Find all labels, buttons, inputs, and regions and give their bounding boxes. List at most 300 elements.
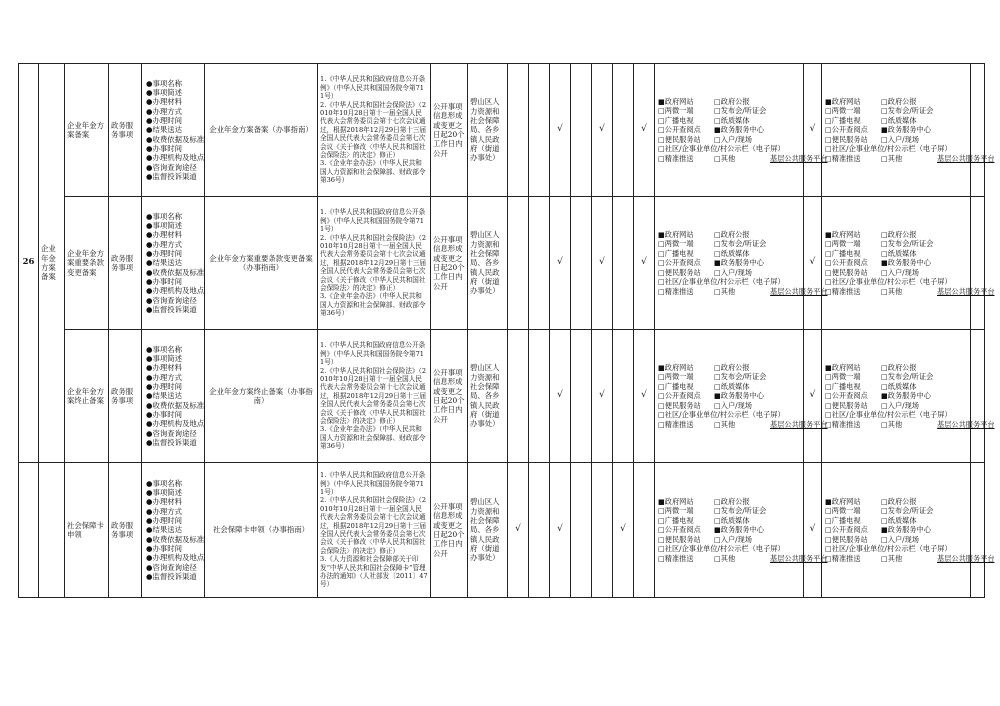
channel-option: □精准推送: [658, 286, 694, 296]
element-item: ●咨询查询途径: [146, 428, 197, 438]
disclosure-time-text: 公开事项信息形成或变更之日起20个工作日内公开: [433, 235, 465, 291]
channel-option: □公开查阅点: [658, 258, 701, 268]
scope-mark: [529, 463, 550, 598]
publish-channels-left: [655, 197, 828, 330]
channel-line: [658, 544, 801, 553]
disclosure-basis: [318, 197, 431, 330]
channel-line: [658, 135, 801, 144]
disclosure-time: [431, 463, 468, 598]
channel-option: □两微一端: [825, 372, 861, 382]
channel-option: ■政府网站: [825, 230, 861, 240]
scope-mark: [508, 64, 529, 197]
scope-mark: [634, 330, 655, 463]
remark: [971, 463, 985, 598]
element-item: ●监督投诉渠道: [146, 304, 197, 314]
channel-option: □入户/现场: [714, 134, 752, 144]
channel-option: □纸质媒体: [714, 381, 750, 391]
level2-item: [65, 197, 109, 330]
channel-line: [658, 286, 828, 296]
channel-option: □社区/企事业单位/村公示栏（电子屏）: [658, 544, 785, 554]
element-item: ●办理时间: [146, 516, 183, 526]
level1-item: [39, 64, 65, 463]
check-mark: √: [641, 257, 647, 268]
level2-item-text: 企业年金方案终止备案: [67, 386, 104, 405]
channel-option: □两微一端: [825, 506, 861, 516]
channel-option: □社区/企事业单位/村公示栏（电子屏）: [825, 410, 952, 420]
channel-option: ■政务服务中心: [881, 125, 931, 135]
channel-option: □两微一端: [658, 106, 694, 116]
channel-line: [825, 419, 995, 429]
channel-option: □纸质媒体: [881, 115, 917, 125]
channel-line: [825, 230, 968, 239]
element-item: ●收费依据及标准: [146, 267, 205, 277]
channel-option: ■政务服务中心: [714, 525, 764, 535]
element-item: ●事项名称: [146, 344, 183, 354]
channel-option: □精准推送: [658, 153, 694, 163]
check-mark: √: [557, 524, 563, 535]
check-mark: √: [641, 390, 647, 401]
channel-link: 基层公共服务平台: [937, 553, 995, 563]
channel-line: [825, 277, 968, 286]
disclosure-department: [468, 330, 508, 463]
channel-line: [825, 286, 995, 296]
channel-option: ■政务服务中心: [714, 258, 764, 268]
channel-line: [658, 144, 801, 153]
publish-channels-right: [822, 330, 995, 463]
disclosure-content: [205, 463, 318, 598]
channel-option: □广播电视: [658, 248, 694, 258]
remark: [971, 64, 985, 197]
publish-channels-right: [822, 463, 995, 598]
disclosure-basis: [318, 463, 431, 598]
channel-option: □其他: [714, 419, 736, 429]
check-mark: √: [515, 524, 521, 535]
channel-option: □广播电视: [825, 515, 861, 525]
channel-option: □精准推送: [825, 286, 861, 296]
basis-item: 2.《中华人民共和国社会保险法》（2010年10月28日第十一届全国人民代表大会常务委员会第十七次会议通过，根据2018年12月29日第十三届全国人民代表大会常务委员会第七次会议《关于修改〈中华人民共和国社会保险法〉的决定》修正）: [320, 100, 427, 160]
element-item: ●咨询查询途径: [146, 295, 197, 305]
element-item: ●办理材料: [146, 230, 183, 240]
basis-item: 2.《中华人民共和国社会保险法》（2010年10月28日第十一届全国人民代表大会常务委员会第十七次会议通过，根据2018年12月29日第十三届全国人民代表大会常务委员会第七次会议《关于修改〈中华人民共和国社会保险法〉的决定》修正）: [320, 366, 427, 426]
channel-line: [658, 268, 801, 277]
channel-option: □社区/企事业单位/村公示栏（电子屏）: [825, 544, 952, 554]
channel-line: [658, 525, 801, 534]
element-item: ●办理机构及地点: [146, 286, 205, 296]
channel-option: □入户/现场: [881, 267, 919, 277]
channel-option: □入户/现场: [881, 534, 919, 544]
channel-link: 基层公共服务平台: [770, 286, 828, 296]
element-item: ●监督投诉渠道: [146, 437, 197, 447]
channel-option: □发布会/听证会: [881, 239, 934, 249]
disclosure-content: [205, 197, 318, 330]
basis-item: 3.《企业年金办法》（中华人民共和国人力资源和社会保障部、财政部令第36号）: [320, 159, 426, 185]
scope-mark: [634, 64, 655, 197]
channel-option: □公开查阅点: [658, 125, 701, 135]
channel-line: [825, 106, 968, 115]
publish-channels-left: [655, 64, 828, 197]
channel-option: □便民服务站: [825, 534, 868, 544]
channel-option: □政府公报: [714, 497, 750, 507]
table-row: [19, 197, 985, 330]
channel-line: [658, 401, 801, 410]
channel-option: □入户/现场: [714, 534, 752, 544]
element-item: ●收费依据及标准: [146, 400, 205, 410]
channel-line: [658, 277, 801, 286]
element-item: ●收费依据及标准: [146, 134, 205, 144]
element-item: ●收费依据及标准: [146, 534, 205, 544]
channel-option: □入户/现场: [714, 267, 752, 277]
disclosure-department-text: 碧山区人力资源和社会保障局、各乡镇人民政府（街道办事处）: [470, 230, 500, 296]
check-mark: √: [809, 124, 816, 135]
channel-line: [825, 239, 968, 248]
channel-option: □精准推送: [825, 553, 861, 563]
disclosure-elements: [142, 197, 205, 330]
scope-mark: [571, 64, 592, 197]
disclosure-time: [431, 330, 468, 463]
disclosure-time-text: 公开事项信息形成或变更之日起20个工作日内公开: [433, 502, 465, 558]
item-type-text: 政务服务事项: [111, 120, 134, 139]
element-item: ●结果送达: [146, 125, 183, 135]
item-number-text: 26: [22, 257, 35, 268]
channel-line: [658, 506, 801, 515]
channel-option: □公开查阅点: [658, 525, 701, 535]
element-item: ●事项简述: [146, 488, 183, 498]
scope-mark: [613, 64, 634, 197]
channel-line: [825, 516, 968, 525]
channel-line: [825, 410, 968, 419]
channel-option: □纸质媒体: [714, 248, 750, 258]
channel-line: [658, 410, 801, 419]
disclosure-elements: [142, 64, 205, 197]
element-item: ●办理方式: [146, 239, 183, 249]
channel-option: □政府公报: [714, 97, 750, 107]
channel-line: [825, 97, 968, 106]
mid-mark: [804, 64, 822, 197]
channel-option: ■政务服务中心: [714, 125, 764, 135]
publish-channels-left: [655, 330, 828, 463]
table-row: [19, 64, 985, 197]
channel-option: □其他: [714, 553, 736, 563]
check-mark: √: [641, 124, 647, 135]
element-item: ●办理材料: [146, 497, 183, 507]
channel-option: □入户/现场: [881, 134, 919, 144]
level1-item: [39, 463, 65, 598]
scope-mark: [529, 330, 550, 463]
element-item: ●办理方式: [146, 372, 183, 382]
check-mark: √: [809, 257, 816, 268]
basis-item: 1.《中华人民共和国政府信息公开条例》（中华人民共和国国务院令第711号）: [320, 75, 426, 101]
element-item: ●事项简述: [146, 88, 183, 98]
channel-option: □社区/企事业单位/村公示栏（电子屏）: [658, 277, 785, 287]
disclosure-content-text: 企业年金方案备案（办事指南）: [209, 125, 313, 135]
channel-option: □广播电视: [825, 381, 861, 391]
channel-line: [658, 497, 801, 506]
channel-option: □发布会/听证会: [881, 372, 934, 382]
channel-option: □其他: [881, 286, 903, 296]
channel-option: □便民服务站: [825, 134, 868, 144]
scope-mark: [592, 330, 613, 463]
channel-line: [825, 506, 968, 515]
scope-mark: [508, 197, 529, 330]
channel-option: □纸质媒体: [714, 115, 750, 125]
item-type: [109, 64, 142, 197]
channel-line: [658, 153, 828, 163]
channel-line: [658, 372, 801, 381]
basis-item: 1.《中华人民共和国政府信息公开条例》（中华人民共和国国务院令第711号）: [320, 341, 426, 367]
scope-mark: [550, 463, 571, 598]
level2-item: [65, 64, 109, 197]
remark: [971, 330, 985, 463]
basis-item: 2.《中华人民共和国社会保险法》（2010年10月28日第十一届全国人民代表大会常务委员会第十七次会议通过，根据2018年12月29日第十三届全国人民代表大会常务委员会第七次会议《关于修改〈中华人民共和国社会保险法〉的决定》修正）: [320, 496, 427, 555]
remark: [971, 197, 985, 330]
channel-option: ■政务服务中心: [881, 525, 931, 535]
channel-line: [658, 516, 801, 525]
level2-item: [65, 330, 109, 463]
channel-line: [825, 116, 968, 125]
check-mark: √: [599, 257, 605, 268]
channel-line: [825, 153, 995, 163]
basis-item: 3.《企业年金办法》（中华人民共和国人力资源和社会保障部、财政部令第36号）: [320, 425, 426, 451]
channel-option: □广播电视: [825, 115, 861, 125]
channel-option: □入户/现场: [714, 400, 752, 410]
channel-line: [825, 391, 968, 400]
check-mark: √: [557, 390, 563, 401]
item-type-text: 政务服务事项: [111, 520, 134, 539]
scope-mark: [634, 463, 655, 598]
disclosure-department: [468, 463, 508, 598]
mid-mark: [804, 330, 822, 463]
disclosure-department-text: 碧山区人力资源和社会保障局、各乡镇人民政府（街道办事处）: [470, 363, 500, 429]
channel-option: ■政务服务中心: [881, 391, 931, 401]
channel-option: □政府公报: [714, 363, 750, 373]
channel-line: [825, 401, 968, 410]
element-item: ●事项名称: [146, 211, 183, 221]
mid-mark: [804, 197, 822, 330]
channel-line: [825, 363, 968, 372]
element-item: ●办理机构及地点: [146, 419, 205, 429]
disclosure-content-text: 企业年金方案重要条款变更备案（办事指南）: [209, 253, 313, 272]
channel-option: □社区/企事业单位/村公示栏（电子屏）: [825, 144, 952, 154]
channel-line: [658, 363, 801, 372]
disclosure-content-text: 企业年金方案终止备案（办事指南）: [209, 386, 313, 405]
element-item: ●办理机构及地点: [146, 553, 205, 563]
channel-link: 基层公共服务平台: [770, 153, 828, 163]
channel-option: □社区/企事业单位/村公示栏（电子屏）: [825, 277, 952, 287]
channel-line: [825, 268, 968, 277]
channel-option: □便民服务站: [658, 400, 701, 410]
disclosure-table: [18, 63, 995, 598]
element-item: ●事项简述: [146, 221, 183, 231]
channel-option: □政府公报: [881, 497, 917, 507]
channel-line: [658, 391, 801, 400]
channel-line: [825, 553, 995, 563]
channel-line: [825, 249, 968, 258]
channel-option: □便民服务站: [825, 400, 868, 410]
channel-option: □公开查阅点: [825, 391, 868, 401]
scope-mark: [571, 330, 592, 463]
element-item: ●办理机构及地点: [146, 153, 205, 163]
scope-mark: [571, 463, 592, 598]
element-item: ●办事时间: [146, 409, 183, 419]
element-item: ●事项名称: [146, 478, 183, 488]
channel-option: ■政府网站: [658, 97, 694, 107]
basis-item: 2.《中华人民共和国社会保险法》（2010年10月28日第十一届全国人民代表大会常务委员会第十七次会议通过，根据2018年12月29日第十三届全国人民代表大会常务委员会第七次会议《关于修改〈中华人民共和国社会保险法〉的决定》修正）: [320, 233, 427, 293]
element-item: ●咨询查询途径: [146, 562, 197, 572]
channel-option: □社区/企事业单位/村公示栏（电子屏）: [658, 144, 785, 154]
disclosure-time-text: 公开事项信息形成或变更之日起20个工作日内公开: [433, 368, 465, 424]
channel-option: □广播电视: [825, 248, 861, 258]
channel-option: □其他: [881, 419, 903, 429]
channel-line: [658, 419, 828, 429]
disclosure-department: [468, 197, 508, 330]
channel-link: 基层公共服务平台: [937, 153, 995, 163]
channel-option: □发布会/听证会: [714, 239, 767, 249]
disclosure-elements: [142, 330, 205, 463]
element-item: ●办理时间: [146, 116, 183, 126]
channel-line: [658, 258, 801, 267]
publish-channels-right: [822, 64, 995, 197]
channel-option: □精准推送: [658, 419, 694, 429]
element-item: ●事项简述: [146, 354, 183, 364]
channel-option: □公开查阅点: [658, 391, 701, 401]
channel-option: ■政务服务中心: [881, 258, 931, 268]
table-row: [19, 463, 985, 598]
channel-option: □两微一端: [825, 239, 861, 249]
check-mark: √: [620, 524, 626, 535]
level2-item-text: 企业年金方案备案: [67, 120, 104, 139]
channel-option: □其他: [881, 153, 903, 163]
scope-mark: [592, 64, 613, 197]
scope-mark: [613, 463, 634, 598]
channel-link: 基层公共服务平台: [770, 553, 828, 563]
element-item: ●事项名称: [146, 78, 183, 88]
channel-option: □政府公报: [881, 230, 917, 240]
channel-line: [658, 239, 801, 248]
disclosure-content-text: 社会保障卡申领（办事指南）: [212, 525, 310, 535]
channel-option: □政府公报: [881, 363, 917, 373]
channel-option: □政府公报: [714, 230, 750, 240]
element-item: ●办理方式: [146, 506, 183, 516]
item-type: [109, 197, 142, 330]
channel-line: [825, 258, 968, 267]
element-item: ●结果送达: [146, 525, 183, 535]
scope-mark: [571, 197, 592, 330]
basis-item: 1.《中华人民共和国政府信息公开条例》（中华人民共和国国务院令第711号）: [320, 208, 426, 234]
channel-option: □精准推送: [825, 153, 861, 163]
check-mark: √: [557, 124, 563, 135]
channel-line: [658, 535, 801, 544]
channel-line: [658, 382, 801, 391]
check-mark: √: [599, 390, 605, 401]
check-mark: √: [809, 390, 816, 401]
scope-mark: [592, 463, 613, 598]
channel-option: ■政府网站: [825, 363, 861, 373]
disclosure-time-text: 公开事项信息形成或变更之日起20个工作日内公开: [433, 102, 465, 158]
channel-option: ■政府网站: [825, 97, 861, 107]
channel-line: [825, 135, 968, 144]
element-item: ●办理材料: [146, 97, 183, 107]
scope-mark: [550, 330, 571, 463]
element-item: ●监督投诉渠道: [146, 571, 197, 581]
publish-channels-right: [822, 197, 995, 330]
channel-line: [825, 525, 968, 534]
disclosure-content: [205, 330, 318, 463]
channel-option: □发布会/听证会: [881, 106, 934, 116]
channel-option: □两微一端: [825, 106, 861, 116]
channel-option: □公开查阅点: [825, 125, 868, 135]
channel-line: [658, 249, 801, 258]
channel-option: □发布会/听证会: [714, 506, 767, 516]
channel-line: [825, 544, 968, 553]
table-row: [19, 330, 985, 463]
scope-mark: [613, 330, 634, 463]
channel-line: [825, 535, 968, 544]
item-type-text: 政务服务事项: [111, 253, 134, 272]
channel-option: □入户/现场: [881, 400, 919, 410]
channel-option: □其他: [881, 553, 903, 563]
item-number: [19, 463, 39, 598]
level2-item-text: 社会保障卡申领: [67, 520, 104, 539]
element-item: ●咨询查询途径: [146, 162, 197, 172]
basis-item: 3.《企业年金办法》（中华人民共和国人力资源和社会保障部、财政部令第36号）: [320, 292, 426, 318]
channel-option: □政府公报: [881, 97, 917, 107]
channel-option: □纸质媒体: [881, 381, 917, 391]
basis-item: 3.《人力资源和社会保障部关于印发“中华人民共和国社会保障卡”管理办法的通知》（人社部发〔2011〕47号）: [320, 555, 428, 589]
element-item: ●办事时间: [146, 543, 183, 553]
scope-mark: [592, 197, 613, 330]
element-item: ●结果送达: [146, 391, 183, 401]
element-item: ●办理材料: [146, 363, 183, 373]
disclosure-content: [205, 64, 318, 197]
channel-option: ■政务服务中心: [714, 391, 764, 401]
channel-link: 基层公共服务平台: [937, 419, 995, 429]
item-type: [109, 330, 142, 463]
channel-line: [658, 125, 801, 134]
channel-line: [825, 125, 968, 134]
channel-line: [825, 382, 968, 391]
channel-option: □两微一端: [658, 239, 694, 249]
disclosure-department-text: 碧山区人力资源和社会保障局、各乡镇人民政府（街道办事处）: [470, 97, 500, 163]
channel-line: [658, 230, 801, 239]
scope-mark: [529, 64, 550, 197]
level1-item-text: 企业年金方案备案: [41, 244, 56, 282]
channel-option: □其他: [714, 286, 736, 296]
element-item: ●办事时间: [146, 143, 183, 153]
disclosure-elements: [142, 463, 205, 598]
channel-option: □精准推送: [658, 553, 694, 563]
channel-link: 基层公共服务平台: [937, 286, 995, 296]
channel-option: ■政府网站: [825, 497, 861, 507]
scope-mark: [634, 197, 655, 330]
channel-option: □其他: [714, 153, 736, 163]
channel-line: [825, 497, 968, 506]
item-type: [109, 463, 142, 598]
channel-link: 基层公共服务平台: [770, 419, 828, 429]
channel-line: [825, 372, 968, 381]
channel-line: [825, 144, 968, 153]
channel-option: □两微一端: [658, 372, 694, 382]
publish-channels-left: [655, 463, 828, 598]
scope-mark: [529, 197, 550, 330]
check-mark: √: [557, 257, 563, 268]
item-number: [19, 64, 39, 463]
channel-option: □公开查阅点: [825, 525, 868, 535]
scope-mark: [508, 330, 529, 463]
scope-mark: [550, 197, 571, 330]
channel-option: ■政府网站: [658, 497, 694, 507]
channel-option: □纸质媒体: [714, 515, 750, 525]
channel-option: □便民服务站: [658, 267, 701, 277]
